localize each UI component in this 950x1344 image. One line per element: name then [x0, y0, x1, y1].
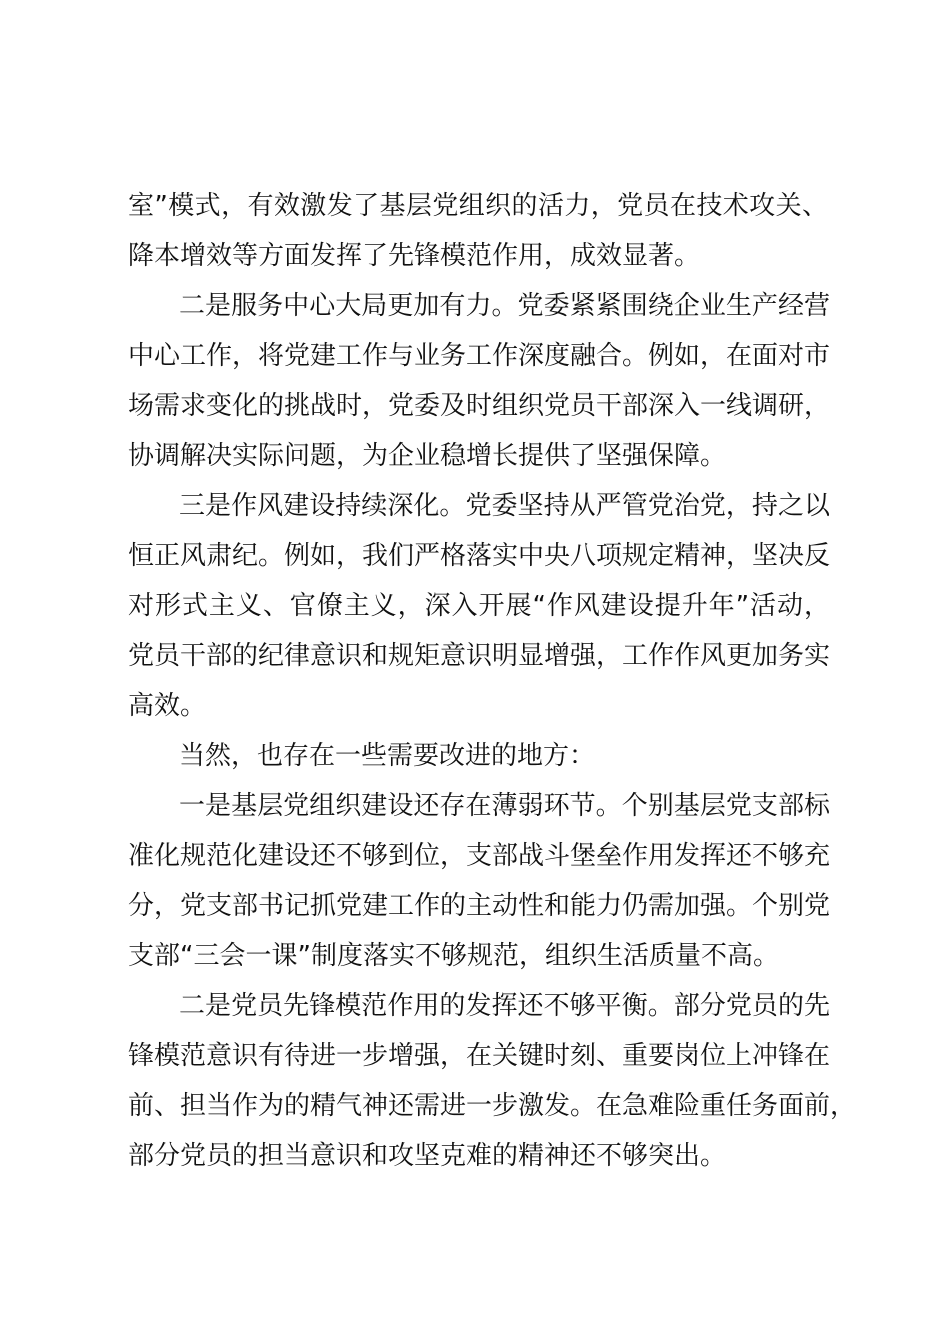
text-line: [0, 781, 950, 831]
text-line: [0, 181, 950, 231]
paragraph-line: 党员干部的纪律意识和规矩意识明显增强，工作作风更加务实: [128, 641, 831, 671]
paragraph-line: 准化规范化建设还不够到位，支部战斗堡垒作用发挥还不够充: [128, 841, 831, 871]
text-line: [0, 531, 950, 581]
text-line: [0, 631, 950, 681]
text-line: [0, 681, 950, 731]
paragraph-first-line: 二是服务中心大局更加有力。党委紧紧围绕企业生产经营: [179, 291, 830, 321]
text-line: [0, 431, 950, 481]
paragraph-first-line: 三是作风建设持续深化。党委坚持从严管党治党，持之以: [179, 491, 830, 521]
paragraph-first-line: 当然，也存在一些需要改进的地方：: [179, 741, 596, 771]
paragraph-line: 高效。: [128, 691, 207, 721]
text-line: [0, 731, 950, 781]
paragraph-line: 锋模范意识有待进一步增强，在关键时刻、重要岗位上冲锋在: [128, 1041, 831, 1071]
text-line: [0, 831, 950, 881]
text-line: [0, 1081, 950, 1131]
text-line: [0, 881, 950, 931]
paragraph-first-line: 二是党员先锋模范作用的发挥还不够平衡。部分党员的先: [179, 991, 830, 1021]
paragraph-line: 室”模式，有效激发了基层党组织的活力，党员在技术攻关、: [128, 191, 828, 221]
paragraph-line: 部分党员的担当意识和攻坚克难的精神还不够突出。: [128, 1141, 727, 1171]
text-line: [0, 331, 950, 381]
paragraph-line: 恒正风肃纪。例如，我们严格落实中央八项规定精神，坚决反: [128, 541, 831, 571]
text-line: [0, 231, 950, 281]
paragraph-line: 降本增效等方面发挥了先锋模范作用，成效显著。: [128, 241, 701, 271]
text-line: [0, 481, 950, 531]
paragraph-line: 中心工作，将党建工作与业务工作深度融合。例如，在面对市: [128, 341, 831, 371]
text-line: [0, 381, 950, 431]
paragraph-line: 前、担当作为的精气神还需进一步激发。在急难险重任务面前，: [128, 1091, 857, 1121]
paragraph-line: 场需求变化的挑战时，党委及时组织党员干部深入一线调研，: [128, 391, 831, 421]
paragraph-first-line: 一是基层党组织建设还存在薄弱环节。个别基层党支部标: [179, 791, 830, 821]
paragraph-line: 分，党支部书记抓党建工作的主动性和能力仍需加强。个别党: [128, 891, 831, 921]
text-line: [0, 981, 950, 1031]
text-line: [0, 281, 950, 331]
text-line: [0, 931, 950, 981]
paragraph-line: 协调解决实际问题，为企业稳增长提供了坚强保障。: [128, 441, 727, 471]
paragraph-line: 对形式主义、官僚主义，深入开展“作风建设提升年”活动，: [128, 591, 830, 621]
text-line: [0, 1031, 950, 1081]
paragraph-line: 支部“三会一课”制度落实不够规范，组织生活质量不高。: [128, 941, 779, 971]
text-line: [0, 581, 950, 631]
text-line: [0, 1131, 950, 1181]
